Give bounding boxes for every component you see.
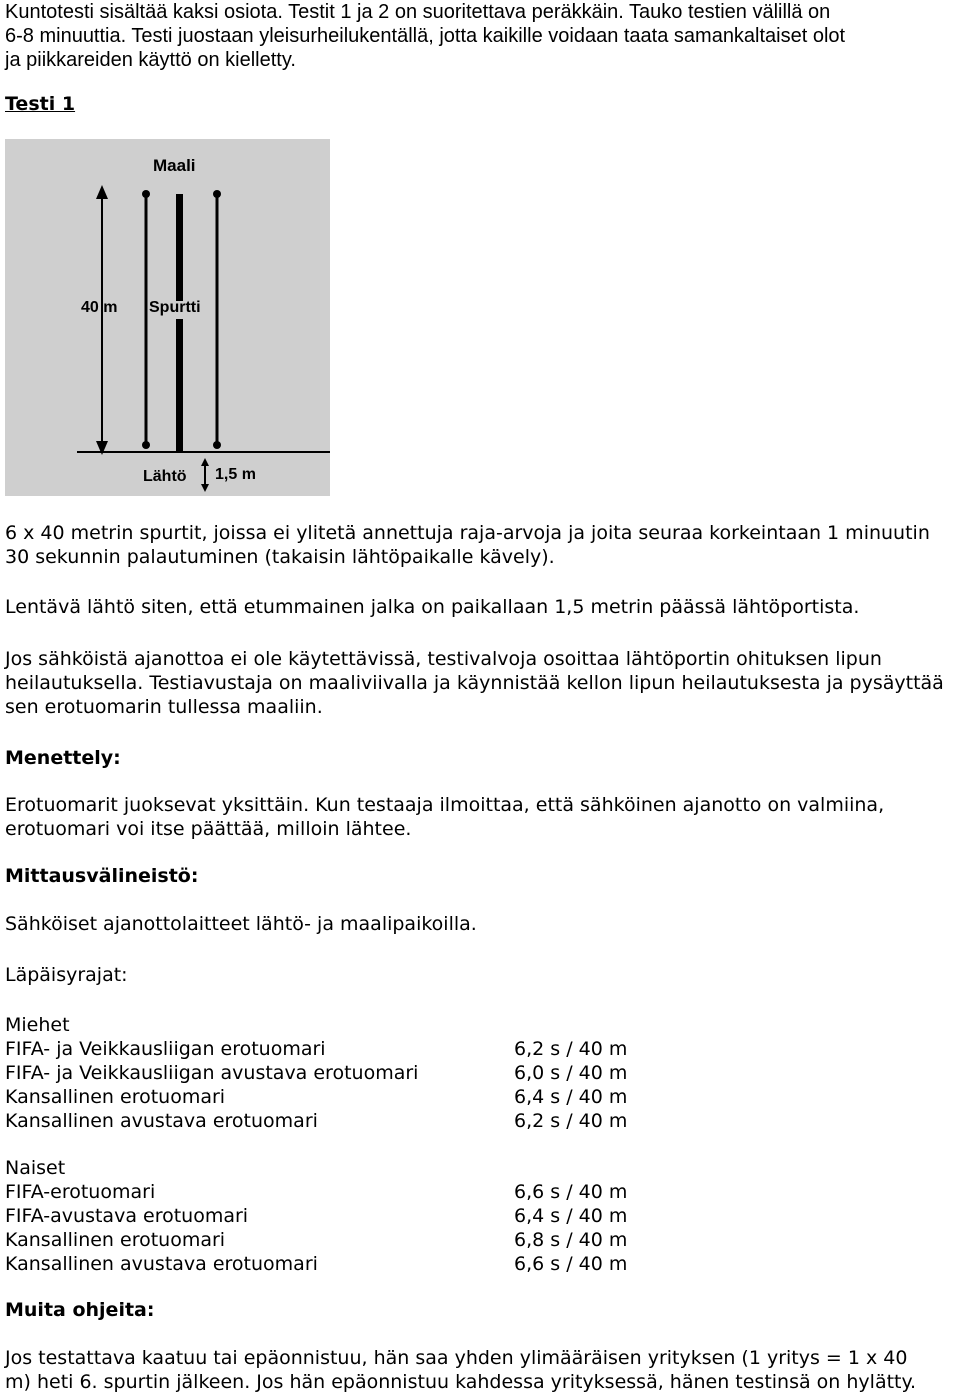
- intro-line-3: ja piikkareiden käyttö on kielletty.: [5, 49, 296, 71]
- limit-row: [5, 1252, 960, 1276]
- limit-row: [5, 1085, 960, 1109]
- limit-row: [5, 1037, 960, 1061]
- pole-right-top-dot: [213, 190, 221, 198]
- test1-title: Testi 1: [5, 93, 76, 115]
- equipment-title: Mittausvälineistö:: [5, 865, 199, 887]
- limit-label: FIFA-avustava erotuomari: [5, 1205, 249, 1227]
- limit-label: Kansallinen avustava erotuomari: [5, 1110, 318, 1132]
- limit-row: [5, 1204, 960, 1228]
- limit-value: 6,6 s / 40 m: [514, 1253, 628, 1275]
- limit-label: FIFA-erotuomari: [5, 1181, 156, 1203]
- limit-row: [5, 1228, 960, 1252]
- sprint-lane-lower: [176, 319, 183, 451]
- limit-value: 6,8 s / 40 m: [514, 1229, 628, 1251]
- limit-value: 6,6 s / 40 m: [514, 1181, 628, 1203]
- limit-row: [5, 1109, 960, 1133]
- limit-value: 6,4 s / 40 m: [514, 1205, 628, 1227]
- intro-line-2: 6-8 minuuttia. Testi juostaan yleisurheilukentällä, jotta kaikille voidaan taata samankaltaiset olot: [5, 25, 846, 47]
- equipment-text: Sähköiset ajanottolaitteet lähtö- ja maalipaikoilla.: [5, 913, 477, 935]
- men-heading: Miehet: [5, 1014, 70, 1036]
- limit-label: FIFA- ja Veikkausliigan avustava erotuomari: [5, 1062, 419, 1084]
- diagram-offset-label: 1,5 m: [215, 466, 256, 483]
- offset-arrow-head-bottom: [201, 484, 209, 492]
- distance-arrow-head-top: [96, 185, 108, 199]
- limit-row: [5, 1180, 960, 1204]
- limit-value: 6,2 s / 40 m: [514, 1110, 628, 1132]
- pole-left-bottom-dot: [142, 441, 150, 449]
- sprint-lane: [176, 194, 183, 301]
- limit-label: Kansallinen erotuomari: [5, 1229, 226, 1251]
- other-line-1: Jos testattava kaatuu tai epäonnistuu, hän saa yhden ylimääräisen yrityksen (1 yritys = 1 x 40: [5, 1347, 908, 1369]
- limits-title: Läpäisyrajat:: [5, 964, 128, 986]
- diagram-distance-label: 40 m: [81, 299, 118, 316]
- diagram-finish-label: Maali: [153, 156, 196, 175]
- pole-left-top-dot: [142, 190, 150, 198]
- limit-value: 6,0 s / 40 m: [514, 1062, 628, 1084]
- other-text: [5, 1346, 960, 1394]
- diagram-sprint-label: Spurtti: [149, 299, 201, 316]
- men-limits: [5, 1013, 960, 1133]
- test1-timing-note: Jos sähköistä ajanottoa ei ole käytettävissä, testivalvoja osoittaa lähtöportin ohituksen lipun heilautuksella. Testiavustaja on maaliviivalla ja käynnistää kellon lipun heilautuksesta ja pysäyttää sen erotuomarin tullessa maaliin.: [5, 648, 944, 718]
- other-title: Muita ohjeita:: [5, 1299, 155, 1321]
- test1-description: 6 x 40 metrin spurtit, joissa ei ylitetä annettuja raja-arvoja ja joita seuraa korkeintaan 1 minuutin 30 sekunnin palautuminen (takaisin lähtöpaikalle kävely).: [5, 522, 930, 568]
- women-limits: [5, 1156, 960, 1276]
- other-line-2: m) heti 6. spurtin jälkeen. Jos hän epäonnistuu kahdessa yrityksessä, hänen testinsä on hylätty.: [5, 1371, 917, 1393]
- limit-row: [5, 1061, 960, 1085]
- limit-label: FIFA- ja Veikkausliigan erotuomari: [5, 1038, 326, 1060]
- limit-value: 6,4 s / 40 m: [514, 1086, 628, 1108]
- offset-arrow-head-top: [201, 458, 209, 466]
- limit-label: Kansallinen avustava erotuomari: [5, 1253, 318, 1275]
- pole-right-bottom-dot: [213, 441, 221, 449]
- diagram-start-label: Lähtö: [143, 468, 187, 485]
- procedure-title: Menettely:: [5, 747, 121, 769]
- test1-flying-start: Lentävä lähtö siten, että etummainen jalka on paikallaan 1,5 metrin päässä lähtöportista.: [5, 596, 860, 618]
- women-heading: Naiset: [5, 1157, 66, 1179]
- sprint-diagram: [5, 139, 330, 496]
- limit-label: Kansallinen erotuomari: [5, 1086, 226, 1108]
- intro-line-1: Kuntotesti sisältää kaksi osiota. Testit 1 ja 2 on suoritettava peräkkäin. Tauko testien välillä on: [5, 1, 831, 23]
- intro-paragraph: [5, 0, 960, 72]
- limit-value: 6,2 s / 40 m: [514, 1038, 628, 1060]
- procedure-text: Erotuomarit juoksevat yksittäin. Kun testaaja ilmoittaa, että sähköinen ajanotto on valmiina, erotuomari voi itse päättää, milloin lähtee.: [5, 794, 885, 840]
